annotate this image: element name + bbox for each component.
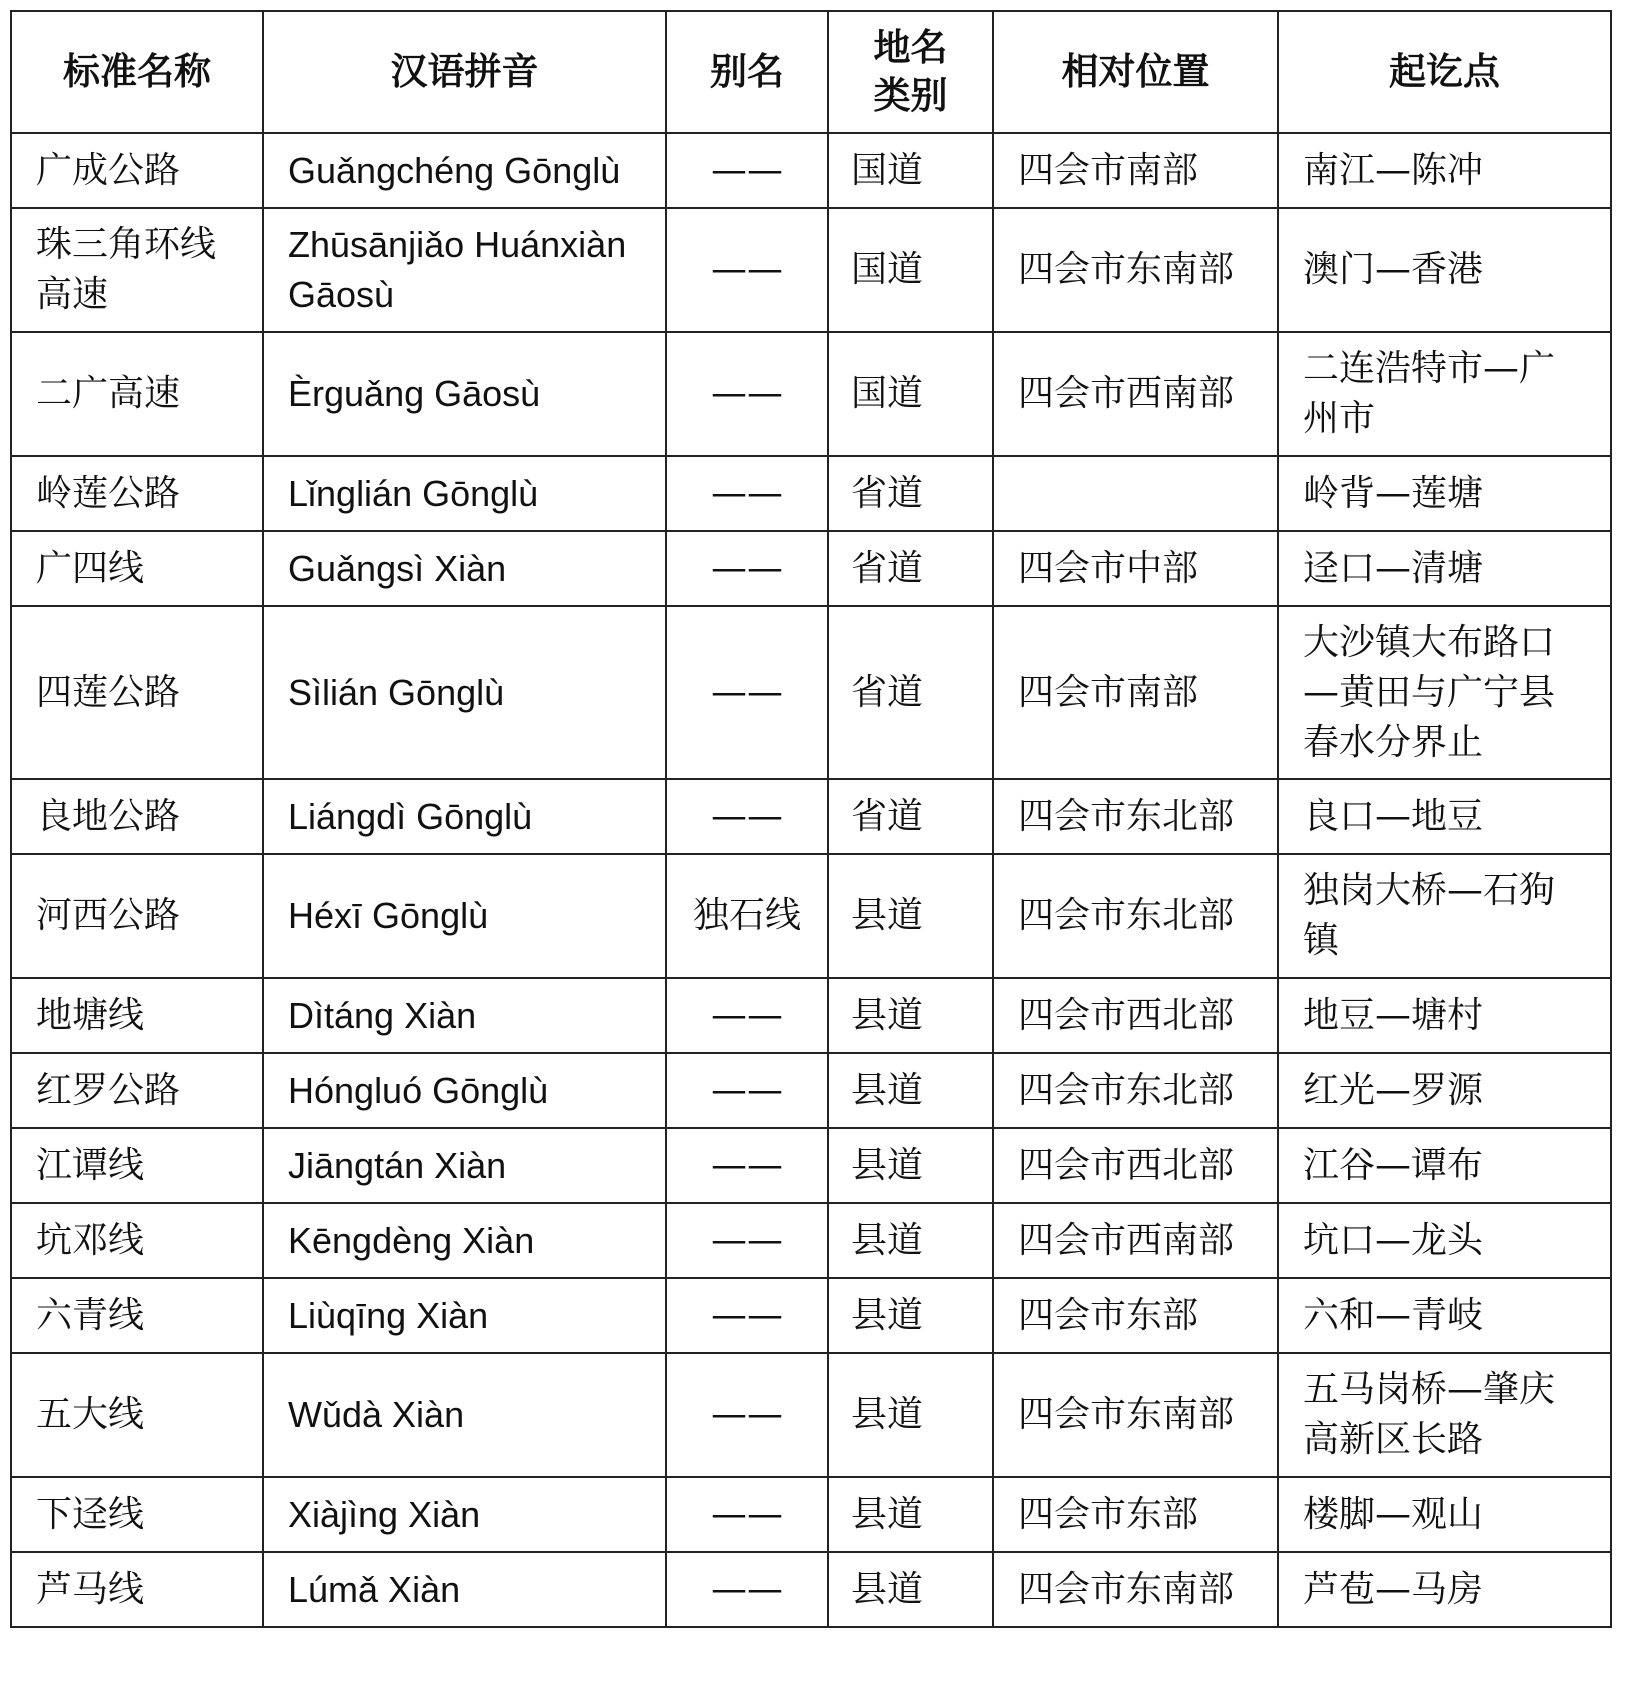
- cell-category-text: 国道: [851, 249, 924, 290]
- cell-pinyin-text: Liángdì Gōnglù: [288, 795, 533, 837]
- cell-standard-name-text: 红罗公路: [36, 1069, 181, 1111]
- cell-category: [828, 456, 993, 531]
- cell-relative-location: [993, 332, 1278, 456]
- cell-relative-location-text: 四会市东南部: [1018, 1568, 1235, 1610]
- cell-relative-location: [993, 208, 1278, 332]
- cell-standard-name-text: 岭莲公路: [36, 472, 181, 514]
- cell-relative-location: [993, 133, 1278, 208]
- cell-alias: [666, 1353, 828, 1477]
- header-relative-location: 相对位置: [993, 11, 1278, 133]
- cell-endpoints-text: 坑口—龙头: [1303, 1219, 1484, 1261]
- cell-relative-location: [993, 978, 1278, 1053]
- table-row: [11, 133, 1611, 208]
- cell-category-text: 县道: [851, 1493, 924, 1535]
- cell-standard-name: [11, 1128, 263, 1203]
- cell-pinyin-text: Guǎngsì Xiàn: [288, 547, 507, 589]
- cell-alias: [666, 208, 828, 332]
- cell-alias-text: ——: [711, 671, 783, 713]
- header-place-category-label: 地名类别: [873, 26, 948, 117]
- cell-standard-name-text: 地塘线: [36, 994, 145, 1036]
- cell-alias-text: ——: [711, 994, 783, 1036]
- table-row: [11, 779, 1611, 854]
- table-row: [11, 208, 1611, 332]
- cell-endpoints-text: 江谷—谭布: [1303, 1144, 1484, 1186]
- cell-pinyin: [263, 1278, 666, 1353]
- cell-pinyin: [263, 531, 666, 606]
- cell-category: [828, 978, 993, 1053]
- cell-category-text: 县道: [851, 1294, 924, 1336]
- cell-endpoints-text: 五马岗桥—肇庆高新区长路: [1303, 1369, 1556, 1460]
- cell-alias: [666, 606, 828, 779]
- cell-relative-location: [993, 854, 1278, 978]
- cell-alias-text: ——: [711, 547, 783, 589]
- cell-pinyin-text: Héxī Gōnglù: [288, 895, 489, 936]
- cell-alias: [666, 1128, 828, 1203]
- cell-pinyin-text: Liùqīng Xiàn: [288, 1294, 489, 1336]
- cell-category-text: 县道: [851, 1219, 924, 1261]
- cell-alias: [666, 1053, 828, 1128]
- cell-pinyin: [263, 779, 666, 854]
- cell-relative-location: [993, 1053, 1278, 1128]
- cell-standard-name-text: 河西公路: [36, 895, 181, 936]
- table-row: [11, 854, 1611, 978]
- cell-pinyin-text: Dìtáng Xiàn: [288, 994, 477, 1036]
- cell-alias-text: ——: [711, 1219, 783, 1261]
- cell-pinyin: [263, 1353, 666, 1477]
- cell-pinyin: [263, 854, 666, 978]
- cell-alias-text: ——: [711, 1144, 783, 1186]
- cell-category: [828, 1203, 993, 1278]
- cell-pinyin-text: Sìlián Gōnglù: [288, 671, 505, 713]
- cell-pinyin: [263, 208, 666, 332]
- cell-category-text: 省道: [851, 472, 924, 514]
- cell-category-text: 国道: [851, 373, 924, 414]
- cell-pinyin: [263, 978, 666, 1053]
- cell-relative-location-text: 四会市西南部: [1018, 1219, 1235, 1261]
- cell-relative-location-text: 四会市东部: [1018, 1493, 1199, 1535]
- cell-relative-location-text: 四会市西北部: [1018, 1144, 1235, 1186]
- cell-endpoints: [1278, 606, 1611, 779]
- cell-pinyin: [263, 1477, 666, 1552]
- cell-endpoints-text: 芦苞—马房: [1303, 1568, 1484, 1610]
- cell-standard-name-text: 广四线: [36, 547, 145, 589]
- cell-alias-text: ——: [711, 1069, 783, 1111]
- cell-category-text: 省道: [851, 547, 924, 589]
- cell-category: [828, 531, 993, 606]
- cell-relative-location-text: 四会市东北部: [1018, 795, 1235, 837]
- cell-endpoints-text: 南江—陈冲: [1303, 149, 1484, 191]
- cell-endpoints: [1278, 1053, 1611, 1128]
- cell-category-text: 省道: [851, 671, 924, 713]
- cell-relative-location-text: 四会市西南部: [1018, 373, 1235, 414]
- cell-category: [828, 1128, 993, 1203]
- cell-pinyin: [263, 1552, 666, 1627]
- cell-endpoints-text: 良口—地豆: [1303, 795, 1484, 837]
- cell-alias-text: ——: [711, 1568, 783, 1610]
- cell-standard-name: [11, 1053, 263, 1128]
- table-row: [11, 1353, 1611, 1477]
- cell-alias-text: ——: [711, 1493, 783, 1535]
- cell-standard-name-text: 六青线: [36, 1294, 145, 1336]
- cell-pinyin-text: Jiāngtán Xiàn: [288, 1144, 507, 1186]
- cell-endpoints: [1278, 1552, 1611, 1627]
- cell-endpoints-text: 岭背—莲塘: [1303, 472, 1484, 514]
- table-row: [11, 606, 1611, 779]
- cell-alias: [666, 1477, 828, 1552]
- cell-endpoints: [1278, 779, 1611, 854]
- cell-pinyin-text: Kēngdèng Xiàn: [288, 1219, 535, 1261]
- cell-pinyin: [263, 1128, 666, 1203]
- cell-endpoints-text: 六和—青岐: [1303, 1294, 1484, 1336]
- cell-endpoints-text: 地豆—塘村: [1303, 994, 1484, 1036]
- cell-endpoints: [1278, 531, 1611, 606]
- cell-relative-location: [993, 1353, 1278, 1477]
- cell-pinyin-text: Èrguǎng Gāosù: [288, 373, 541, 414]
- cell-relative-location: [993, 1552, 1278, 1627]
- cell-relative-location: [993, 1128, 1278, 1203]
- cell-endpoints: [1278, 133, 1611, 208]
- cell-standard-name: [11, 606, 263, 779]
- cell-category-text: 省道: [851, 795, 924, 837]
- road-names-table-container: [10, 10, 1610, 1628]
- cell-standard-name: [11, 978, 263, 1053]
- cell-relative-location: [993, 531, 1278, 606]
- cell-pinyin-text: Guǎngchéng Gōnglù: [288, 149, 621, 191]
- cell-endpoints-text: 独岗大桥—石狗镇: [1303, 870, 1556, 961]
- cell-endpoints: [1278, 208, 1611, 332]
- cell-category-text: 县道: [851, 1069, 924, 1111]
- table-header-row: [11, 11, 1611, 133]
- cell-alias-text: ——: [711, 149, 783, 191]
- header-standard-name: 标准名称: [11, 11, 263, 133]
- cell-standard-name-text: 坑邓线: [36, 1219, 145, 1261]
- cell-standard-name: [11, 208, 263, 332]
- cell-standard-name-text: 二广高速: [36, 373, 181, 414]
- cell-endpoints: [1278, 1128, 1611, 1203]
- cell-category: [828, 1477, 993, 1552]
- cell-relative-location-text: 四会市东部: [1018, 1294, 1199, 1336]
- cell-standard-name-text: 芦马线: [36, 1568, 145, 1610]
- cell-alias: [666, 332, 828, 456]
- cell-endpoints-text: 大沙镇大布路口—黄田与广宁县春水分界止: [1303, 621, 1556, 763]
- cell-alias: [666, 531, 828, 606]
- cell-alias: [666, 779, 828, 854]
- cell-endpoints: [1278, 1203, 1611, 1278]
- cell-endpoints-text: 澳门—香港: [1303, 249, 1484, 290]
- cell-alias-text: ——: [711, 1394, 783, 1435]
- cell-alias: [666, 1278, 828, 1353]
- cell-pinyin-text: Hóngluó Gōnglù: [288, 1069, 549, 1111]
- cell-pinyin: [263, 1053, 666, 1128]
- cell-standard-name-text: 广成公路: [36, 149, 181, 191]
- cell-relative-location-text: 四会市东南部: [1018, 249, 1235, 290]
- cell-standard-name: [11, 1278, 263, 1353]
- cell-standard-name: [11, 531, 263, 606]
- cell-category-text: 县道: [851, 1394, 924, 1435]
- cell-category: [828, 779, 993, 854]
- cell-pinyin-text: Zhūsānjiǎo Huánxiàn Gāosù: [288, 224, 627, 315]
- cell-category: [828, 854, 993, 978]
- cell-standard-name: [11, 1203, 263, 1278]
- cell-category: [828, 332, 993, 456]
- table-row: [11, 1477, 1611, 1552]
- table-row: [11, 1128, 1611, 1203]
- cell-standard-name-text: 下迳线: [36, 1493, 145, 1535]
- cell-endpoints: [1278, 978, 1611, 1053]
- cell-relative-location-text: 四会市西北部: [1018, 994, 1235, 1036]
- table-row: [11, 332, 1611, 456]
- cell-alias-text: ——: [711, 795, 783, 837]
- cell-pinyin: [263, 1203, 666, 1278]
- cell-endpoints: [1278, 854, 1611, 978]
- cell-endpoints: [1278, 332, 1611, 456]
- cell-relative-location: [993, 1203, 1278, 1278]
- cell-pinyin-text: Lúmǎ Xiàn: [288, 1568, 461, 1610]
- cell-alias: [666, 1203, 828, 1278]
- cell-alias: [666, 854, 828, 978]
- cell-standard-name-text: 五大线: [36, 1394, 145, 1435]
- table-row: [11, 1203, 1611, 1278]
- cell-alias-text: 独石线: [692, 895, 801, 936]
- cell-alias-text: ——: [711, 249, 783, 290]
- cell-category-text: 县道: [851, 895, 924, 936]
- cell-endpoints: [1278, 1477, 1611, 1552]
- cell-alias-text: ——: [711, 472, 783, 514]
- cell-pinyin: [263, 456, 666, 531]
- cell-category: [828, 1353, 993, 1477]
- cell-category: [828, 133, 993, 208]
- cell-standard-name-text: 江谭线: [36, 1144, 145, 1186]
- cell-relative-location-text: 四会市东北部: [1018, 1069, 1235, 1111]
- cell-standard-name: [11, 133, 263, 208]
- cell-endpoints-text: 迳口—清塘: [1303, 547, 1484, 589]
- cell-standard-name: [11, 779, 263, 854]
- cell-standard-name: [11, 1477, 263, 1552]
- cell-standard-name: [11, 1552, 263, 1627]
- cell-category: [828, 1278, 993, 1353]
- cell-standard-name-text: 珠三角环线高速: [36, 224, 217, 315]
- cell-relative-location: [993, 1278, 1278, 1353]
- cell-endpoints: [1278, 1278, 1611, 1353]
- road-names-table: [10, 10, 1612, 1628]
- cell-relative-location-text: 四会市中部: [1018, 547, 1199, 589]
- cell-alias: [666, 1552, 828, 1627]
- cell-relative-location: [993, 779, 1278, 854]
- cell-relative-location: [993, 606, 1278, 779]
- cell-category-text: 县道: [851, 1144, 924, 1186]
- cell-pinyin-text: Wǔdà Xiàn: [288, 1394, 465, 1435]
- cell-relative-location: [993, 456, 1278, 531]
- header-alias: 别名: [666, 11, 828, 133]
- header-pinyin: 汉语拼音: [263, 11, 666, 133]
- cell-pinyin: [263, 133, 666, 208]
- cell-standard-name: [11, 332, 263, 456]
- table-body: [11, 133, 1611, 1627]
- table-row: [11, 456, 1611, 531]
- cell-endpoints-text: 二连浩特市—广州市: [1303, 348, 1556, 439]
- cell-relative-location-text: 四会市南部: [1018, 149, 1199, 191]
- cell-category: [828, 208, 993, 332]
- cell-standard-name: [11, 456, 263, 531]
- cell-category-text: 县道: [851, 1568, 924, 1610]
- cell-endpoints: [1278, 1353, 1611, 1477]
- cell-relative-location-text: 四会市东南部: [1018, 1394, 1235, 1435]
- cell-pinyin-text: Xiàjìng Xiàn: [288, 1493, 481, 1535]
- table-row: [11, 1552, 1611, 1627]
- cell-alias-text: ——: [711, 1294, 783, 1336]
- cell-standard-name: [11, 854, 263, 978]
- cell-alias-text: ——: [711, 373, 783, 414]
- header-endpoints: 起讫点: [1278, 11, 1611, 133]
- cell-endpoints-text: 楼脚—观山: [1303, 1493, 1484, 1535]
- cell-standard-name: [11, 1353, 263, 1477]
- cell-standard-name-text: 良地公路: [36, 795, 181, 837]
- table-row: [11, 1278, 1611, 1353]
- cell-pinyin: [263, 606, 666, 779]
- cell-endpoints: [1278, 456, 1611, 531]
- cell-category: [828, 606, 993, 779]
- table-row: [11, 531, 1611, 606]
- cell-category-text: 国道: [851, 149, 924, 191]
- cell-category: [828, 1053, 993, 1128]
- cell-alias: [666, 978, 828, 1053]
- cell-category-text: 县道: [851, 994, 924, 1036]
- cell-pinyin-text: Lǐnglián Gōnglù: [288, 472, 539, 514]
- cell-category: [828, 1552, 993, 1627]
- cell-alias: [666, 133, 828, 208]
- cell-relative-location: [993, 1477, 1278, 1552]
- cell-alias: [666, 456, 828, 531]
- cell-endpoints-text: 红光—罗源: [1303, 1069, 1484, 1111]
- cell-relative-location-text: 四会市东北部: [1018, 895, 1235, 936]
- table-row: [11, 1053, 1611, 1128]
- cell-relative-location-text: 四会市南部: [1018, 671, 1199, 713]
- header-place-category: [828, 11, 993, 133]
- cell-pinyin: [263, 332, 666, 456]
- table-row: [11, 978, 1611, 1053]
- cell-standard-name-text: 四莲公路: [36, 671, 181, 713]
